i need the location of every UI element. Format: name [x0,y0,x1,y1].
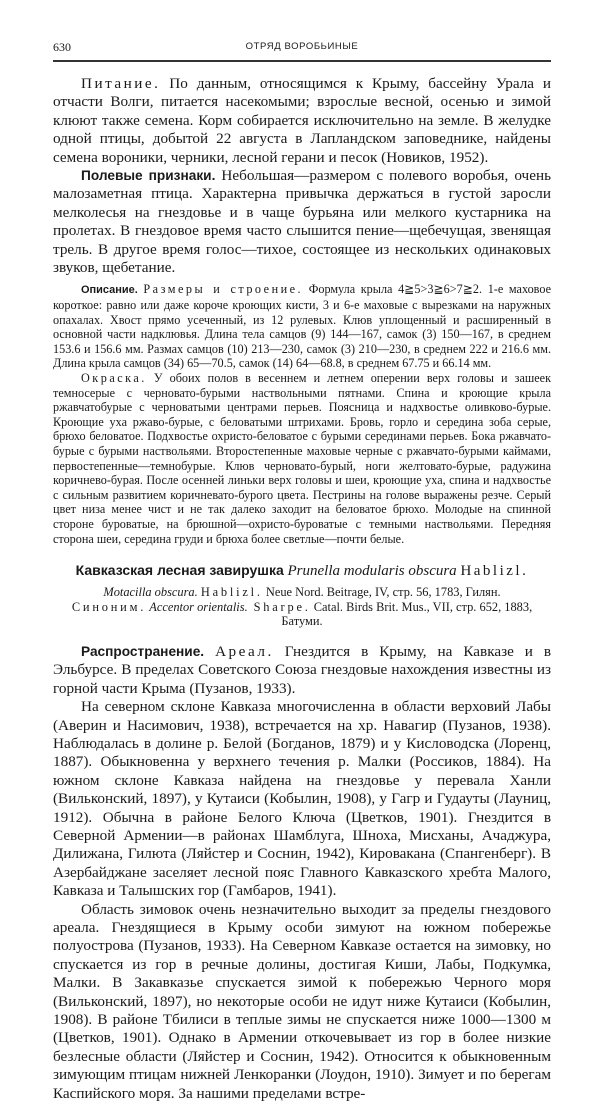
running-head [53,40,551,56]
distribution-heading: Распространение. [81,643,205,659]
synonym-latin-1: Motacilla obscura. [103,585,198,600]
page-number: 630 [53,40,71,54]
description-heading: Описание. [81,284,138,297]
synonymy-line-1 [53,585,551,600]
distribution-paragraph-2: На северном склоне Кавказа многочисленна в области верховий Лабы (Аверин и Насимович, 1938), встречается на хр. Навагир (Пузанов, 1938). Наблюдалась в долине р. Белой (Богданов, 1879) и у Кисловодска (Лоренц, 1887). Обыкновенна у верхнего течения р. Малки (Россиков, 1884). На южном склоне Кавказа найдена на гнездовье у перевала Ханли (Вильконский, 1897), у Кутаиси (Кобылин, 1908), у Гагр и Гудауты (Лауниц, 1912). Обычна в районе Белого Ключа (Цветков, 1901). Гнездится в Северной Армении—в районах Шамблуга, Шноха, Мисханы, Ачаджура, Дилижана, Гилюта (Ляйстер и Соснин, 1942), Кировакана (Спангенберг). В Азербайджане заселяет лесной пояс Главного Кавказского хребта Малого, Кавказа и Талышских гор (Гамбаров, 1941). [53,698,551,900]
synonym-author-2: Sharpe. [247,599,311,614]
synonym-latin-2: Accentor orientalis. [146,599,248,614]
description-paragraph [53,282,551,371]
synonym-author-1: Hablizl. [200,585,263,600]
synonym-ref-2: Catal. Birds Brit. Mus., VII, стр. 652, 1883, Батуми. [281,599,533,629]
species-name-latin: Prunella modularis obscura [287,563,457,580]
spacer [53,546,551,560]
species-heading [53,560,551,581]
distribution-subheading: Ареал. [215,642,274,660]
field-marks-paragraph [53,167,551,277]
synonym-label: Синоним. [71,599,147,614]
distribution-paragraph-3: Область зимовок очень незначительно выходит за пределы гнездового ареала. Гнездящиеся в Крыму особи зимуют на южном побережье полуострова (Пузанов, 1933). На Северном Кавказе остается на зимовку, но спускается из гор в речные долины, достигая Киши, Лабы, Подкумка, Малки. В Закавказье спускается зимой к побережью Черного моря (Вильконский, 1897), но некоторые особи не идут ниже Кутаиси (Кобылин, 1908). В районе Тбилиси в теплые зимы не спускается ниже 1000—1300 м (Цветков, 1901). Однако в Армении откочевывает из гор в более низкие безлесные области (Ляйстер и Соснин, 1942). Относится к обыкновенным зимующим птицам нижней Ленкоранки (Лоудон, 1910). Зимует и по берегам Каспийского моря. За нашими пределами встре- [53,900,551,1102]
coloration-paragraph [53,371,551,546]
synonym-ref-1: Neue Nord. Beitrage, IV, стр. 56, 1783, Гилян. [262,585,501,600]
book-page [53,40,551,1103]
header-rule [53,60,551,62]
synonymy-block [53,585,551,629]
synonymy-line-2 [53,600,551,629]
coloration-text: У обоих полов в весеннем и летнем оперении верх головы и зашеек темносерые с черновато-бурыми наствольными пятнами. Спина и кроющие крыла ржавчатобурые с черноватыми центрами перьев. Поясница и надхвостье оливково-бурые. Кроющие уха ржаво-бурые, с беловатыми штрихами. Бровь, горло и середина зоба серые, брюхо беловатое. Подхвостье охристо-беловатое с бурыми серединами перьев. Бока ржавчато-бурые с бурыми наствольями. Второстепенные маховые черные с ржавчато-бурыми каймами, первостепенные—темнобурые. Клюв черновато-бурый, ноги желтовато-бурые, радужина коричнево-бурая. После осенней линьки верх головы и шеи, кроющие уха, спина и надхвостье с сильным развитием коричневато-бурого цвета. Пестрины на голове выражены резче. Серый цвет низа менее чист и не так далеко заходит на беловатое брюхо. Молодые на спинной стороне буроватые, на брюшной—охристо-буроватые с темными наствольями. Передняя сторона шеи, середина груди и брюха более светлые—почти белые. [53,371,551,546]
species-author: Hablizl. [460,563,529,580]
distribution-text-1: Гнездится в Крыму, на Кавказе и в Эльбурсе. В пределах Советского Союза гнездовые нахождения известны из горной части Крыма (Пузанов, 1933). [53,642,552,697]
nutrition-heading: Питание. [81,75,161,92]
coloration-heading: Окраска. [81,371,147,386]
nutrition-text: По данным, относящимся к Крыму, бассейну Урала и отчасти Волги, питается насекомыми; взрослые весной, осенью и зимой клюют также семена. Корм собирается исключительно на земле. В желудке одной птицы, добытой 22 августа в Лапландском заповеднике, найдены семена вороники, черники, лесной герани и песок (Новиков, 1952). [53,75,551,166]
running-title: ОТРЯД ВОРОБЬИНЫЕ [245,41,359,52]
description-subheading: Размеры и строение. [143,282,304,297]
field-marks-heading: Полевые признаки. [81,168,216,184]
description-text: Формула крыла 4≧5>3≧6>7≧2. 1-е маховое короткое: равно или даже короче кроющих кисти, 3 и 6-е маховые с вырезками на наружных опахалах. Хвост прямо усеченный, из 12 рулевых. Клюв уплощенный и расширенный в основной части надклювья. Длина тела самцов (9) 144—167, самок (3) 150—167, в среднем 153.6 и 156.6 мм. Размах самцов (10) 213—230, самок (3) 210—230, в среднем 222 и 216.6 мм. Длина крыла самцов (34) 65—70.5, самок (14) 64—68.8, в среднем 67.75 и 66.14 мм. [53,282,551,371]
nutrition-paragraph [53,75,551,167]
spacer [53,629,551,643]
distribution-paragraph-1 [53,643,551,698]
field-marks-text: Небольшая—размером с полевого воробья, очень малозаметная птица. Характерна привычка держаться в густой заросли мелколесья на гнездовье и в чаще бурьяна или мелкого кустарника на пролетах. В гнездовое время часто слышится пение—щебечущая, звенящая трель. В другое время голос—тихое, состоящее из нескольких одинаковых звуков, щебетание. [53,167,551,277]
species-name-ru: Кавказская лесная завирушка [75,562,284,579]
